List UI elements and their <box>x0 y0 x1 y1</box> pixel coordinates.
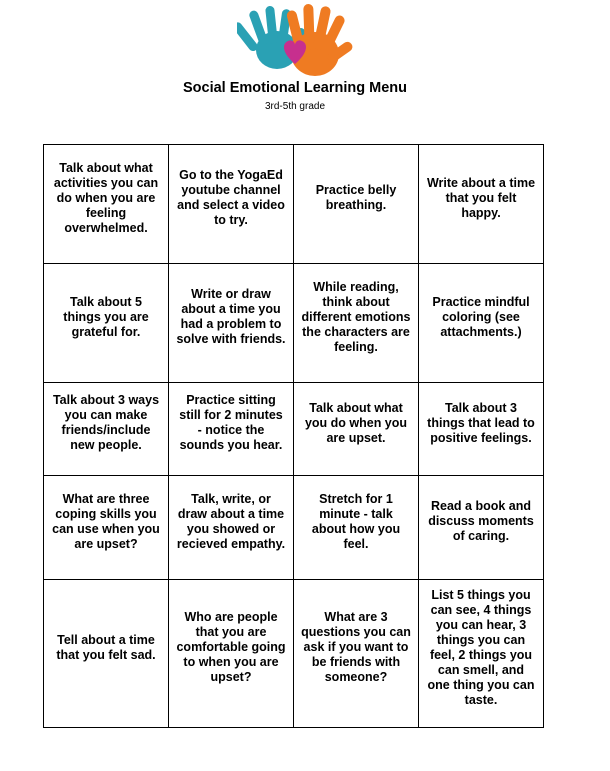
menu-cell: Practice belly breathing. <box>294 145 419 264</box>
menu-grid <box>43 144 544 728</box>
menu-row <box>44 383 544 476</box>
menu-row <box>44 264 544 383</box>
menu-cell: Read a book and discuss moments of caring. <box>419 476 544 580</box>
menu-cell: Go to the YogaEd youtube channel and select a video to try. <box>169 145 294 264</box>
page-title: Social Emotional Learning Menu <box>183 80 407 96</box>
menu-cell: Write or draw about a time you had a problem to solve with friends. <box>169 264 294 383</box>
menu-cell: Who are people that you are comfortable going to when you are upset? <box>169 580 294 728</box>
grade-subtitle: 3rd-5th grade <box>264 101 326 112</box>
menu-cell: Talk about what you do when you are upset. <box>294 383 419 476</box>
menu-cell: Talk, write, or draw about a time you showed or recieved empathy. <box>169 476 294 580</box>
hands-heart-logo-icon <box>237 4 353 78</box>
menu-cell: Write about a time that you felt happy. <box>419 145 544 264</box>
menu-row <box>44 145 544 264</box>
menu-cell: Talk about what activities you can do when you are feeling overwhelmed. <box>44 145 169 264</box>
menu-cell: Practice sitting still for 2 minutes - notice the sounds you hear. <box>169 383 294 476</box>
menu-cell: Stretch for 1 minute - talk about how you feel. <box>294 476 419 580</box>
menu-cell: While reading, think about different emotions the characters are feeling. <box>294 264 419 383</box>
menu-cell: Talk about 3 things that lead to positive feelings. <box>419 383 544 476</box>
menu-cell: What are three coping skills you can use when you are upset? <box>44 476 169 580</box>
menu-row <box>44 476 544 580</box>
menu-row <box>44 580 544 728</box>
menu-cell: List 5 things you can see, 4 things you can hear, 3 things you can feel, 2 things you can smell, and one thing you can taste. <box>419 580 544 728</box>
menu-cell: What are 3 questions you can ask if you want to be friends with someone? <box>294 580 419 728</box>
menu-cell: Talk about 5 things you are grateful for. <box>44 264 169 383</box>
menu-cell: Talk about 3 ways you can make friends/include new people. <box>44 383 169 476</box>
menu-cell: Tell about a time that you felt sad. <box>44 580 169 728</box>
menu-cell: Practice mindful coloring (see attachments.) <box>419 264 544 383</box>
